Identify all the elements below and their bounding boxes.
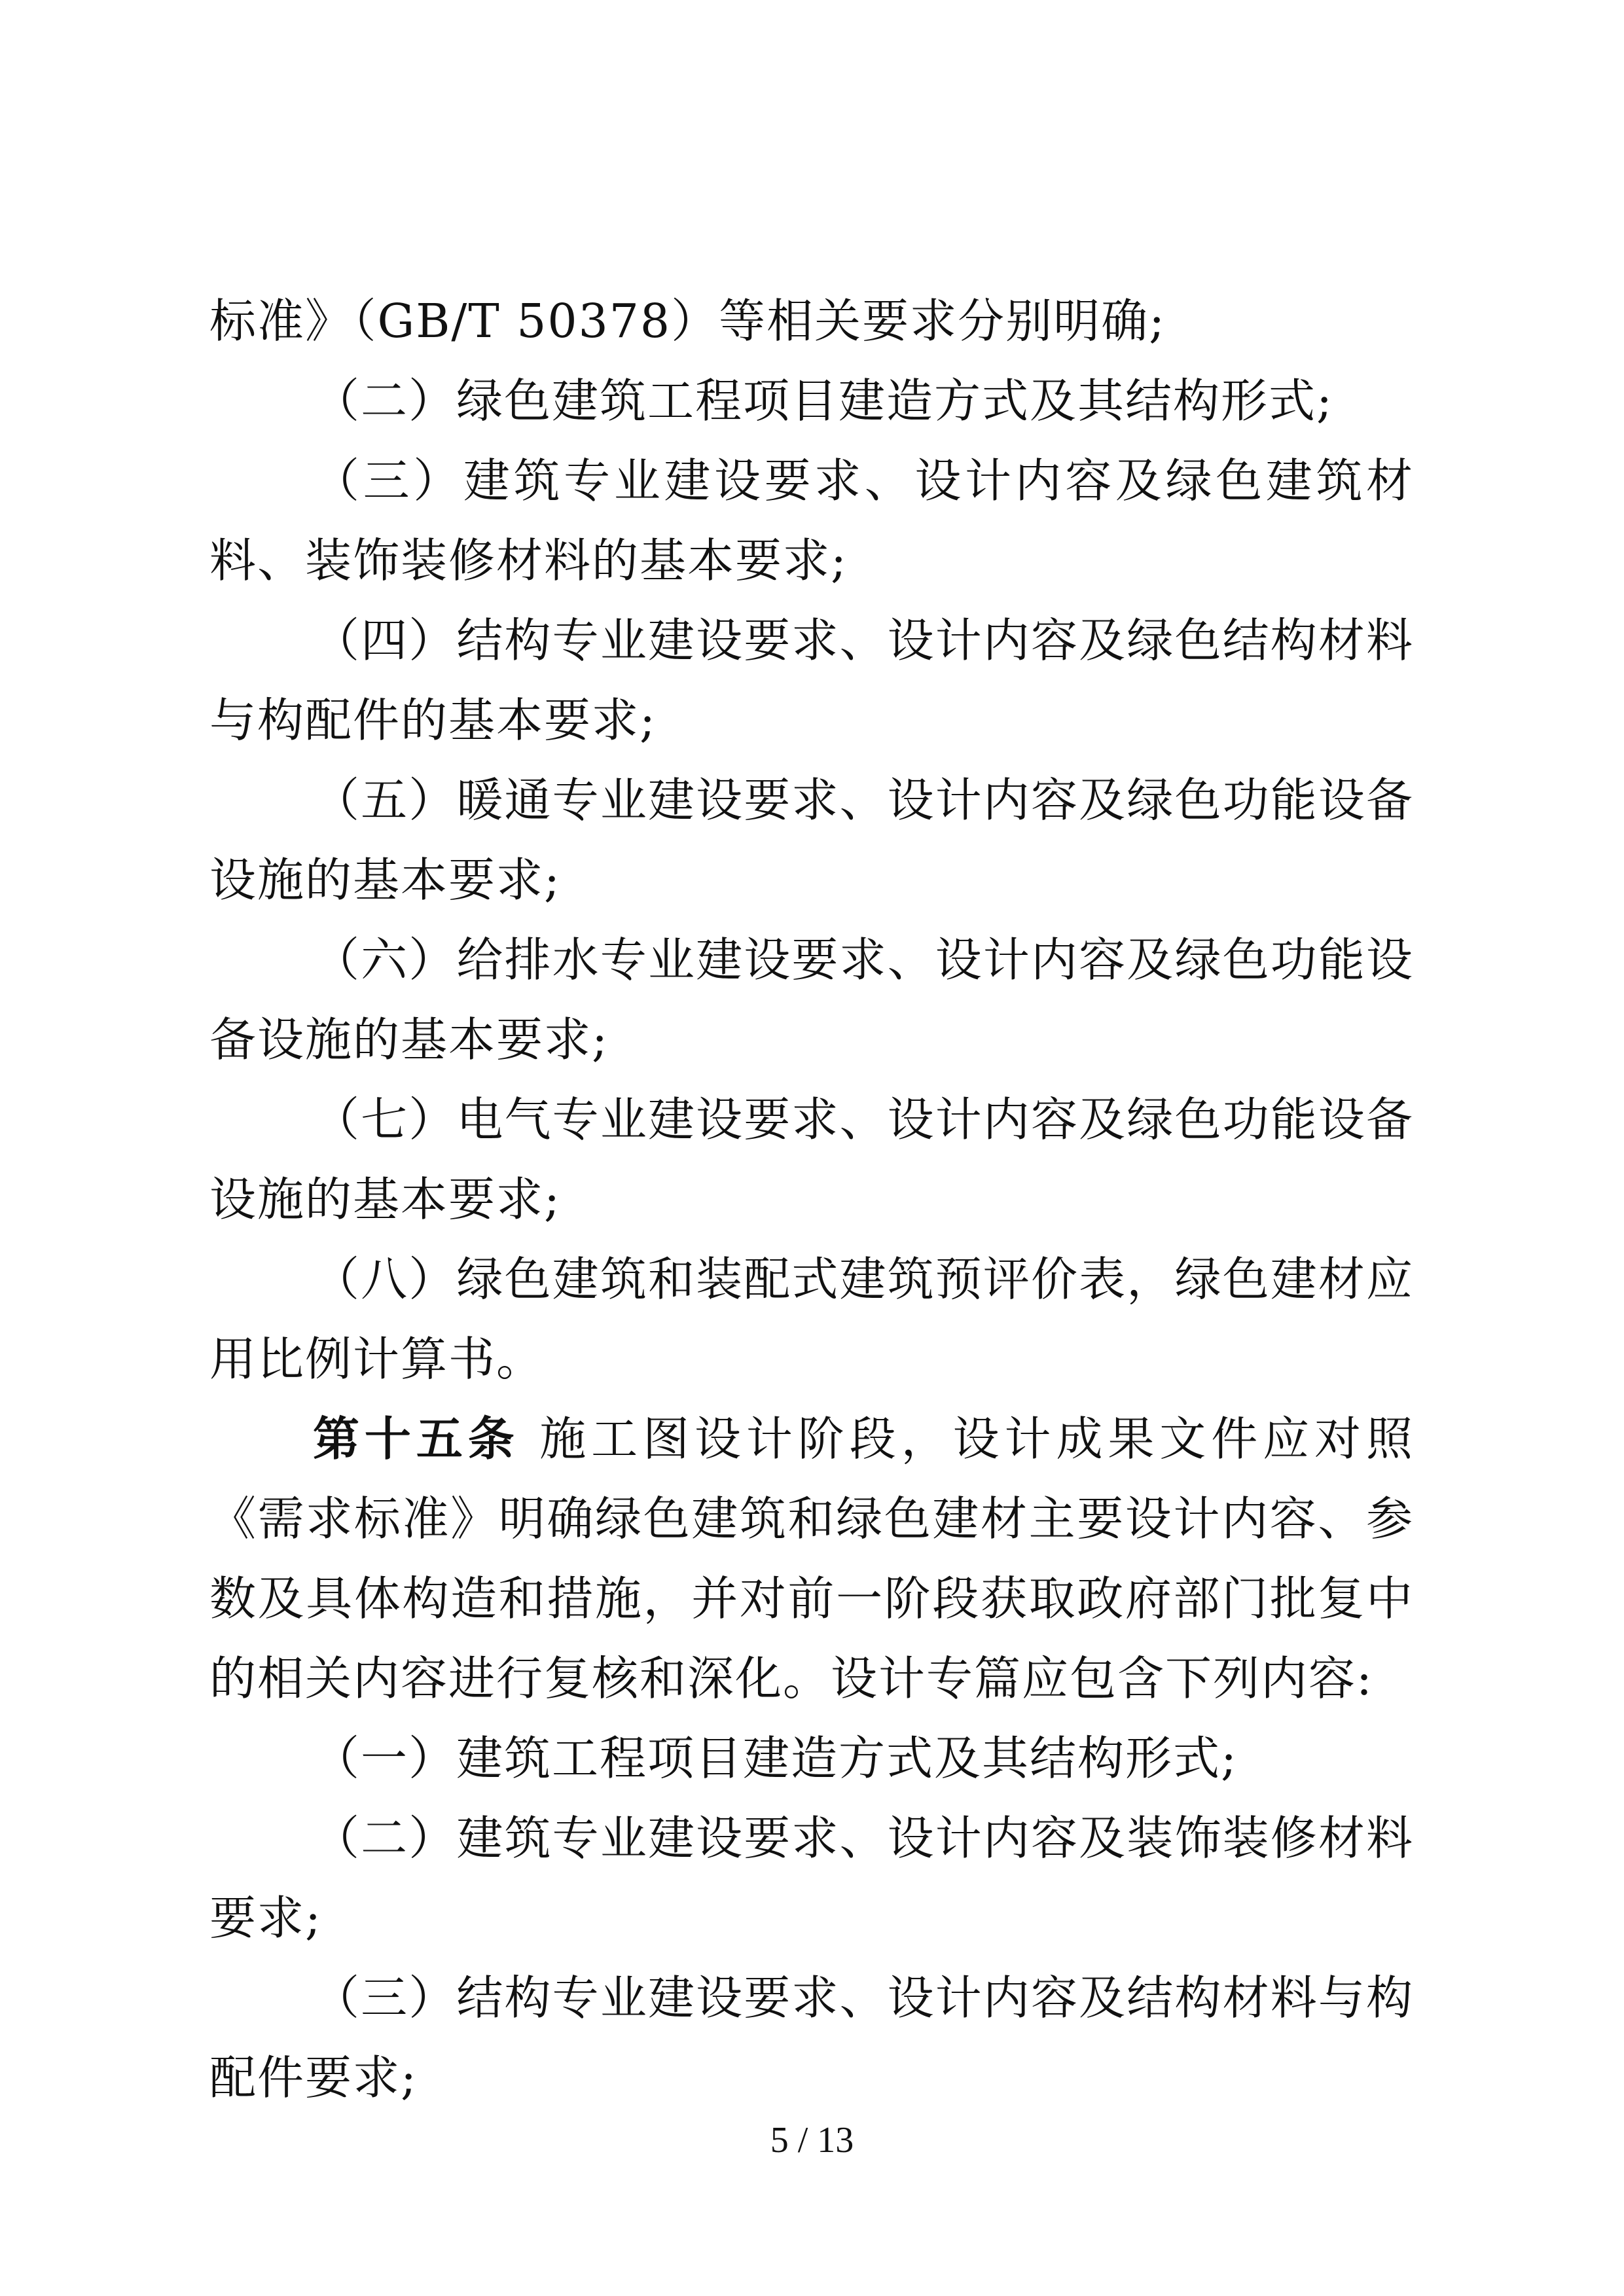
article-15-item-3: （三）结构专业建设要求、设计内容及结构材料与构配件要求; [209,1971,1414,2105]
article-15-paragraph [209,1399,1414,1719]
page-number: 5 / 13 [770,2120,854,2161]
list-item-3: （三）建筑专业建设要求、设计内容及绿色建筑材料、装饰装修材料的基本要求; [209,454,1414,588]
list-item-8: （八）绿色建筑和装配式建筑预评价表，绿色建材应用比例计算书。 [209,1252,1414,1386]
article-15-title: 第十五条 [313,1412,520,1466]
document-body [209,281,1414,2118]
article-15-item-2: （二）建筑专业建设要求、设计内容及装饰装修材料要求; [209,1811,1414,1945]
list-item-2: （二）绿色建筑工程项目建造方式及其结构形式; [313,374,1333,428]
article-15-body: 施工图设计阶段，设计成果文件应对照《需求标准》明确绿色建筑和绿色建材主要设计内容、参数及具体构造和措施，并对前一阶段获取政府部门批复中的相关内容进行复核和深化。设计专篇应包含下列内容: [209,1412,1414,1706]
list-item-6: （六）给排水专业建设要求、设计内容及绿色功能设备设施的基本要求; [209,933,1414,1067]
list-item-7: （七）电气专业建设要求、设计内容及绿色功能设备设施的基本要求; [209,1092,1414,1227]
list-item-4: （四）结构专业建设要求、设计内容及绿色结构材料与构配件的基本要求; [209,613,1414,747]
article-15-item-1: （一）建筑工程项目建造方式及其结构形式; [313,1731,1238,1785]
list-item-5: （五）暖通专业建设要求、设计内容及绿色功能设备设施的基本要求; [209,773,1414,907]
paragraph-continuation: 标准》（GB/T 50378）等相关要求分别明确; [209,294,1166,348]
